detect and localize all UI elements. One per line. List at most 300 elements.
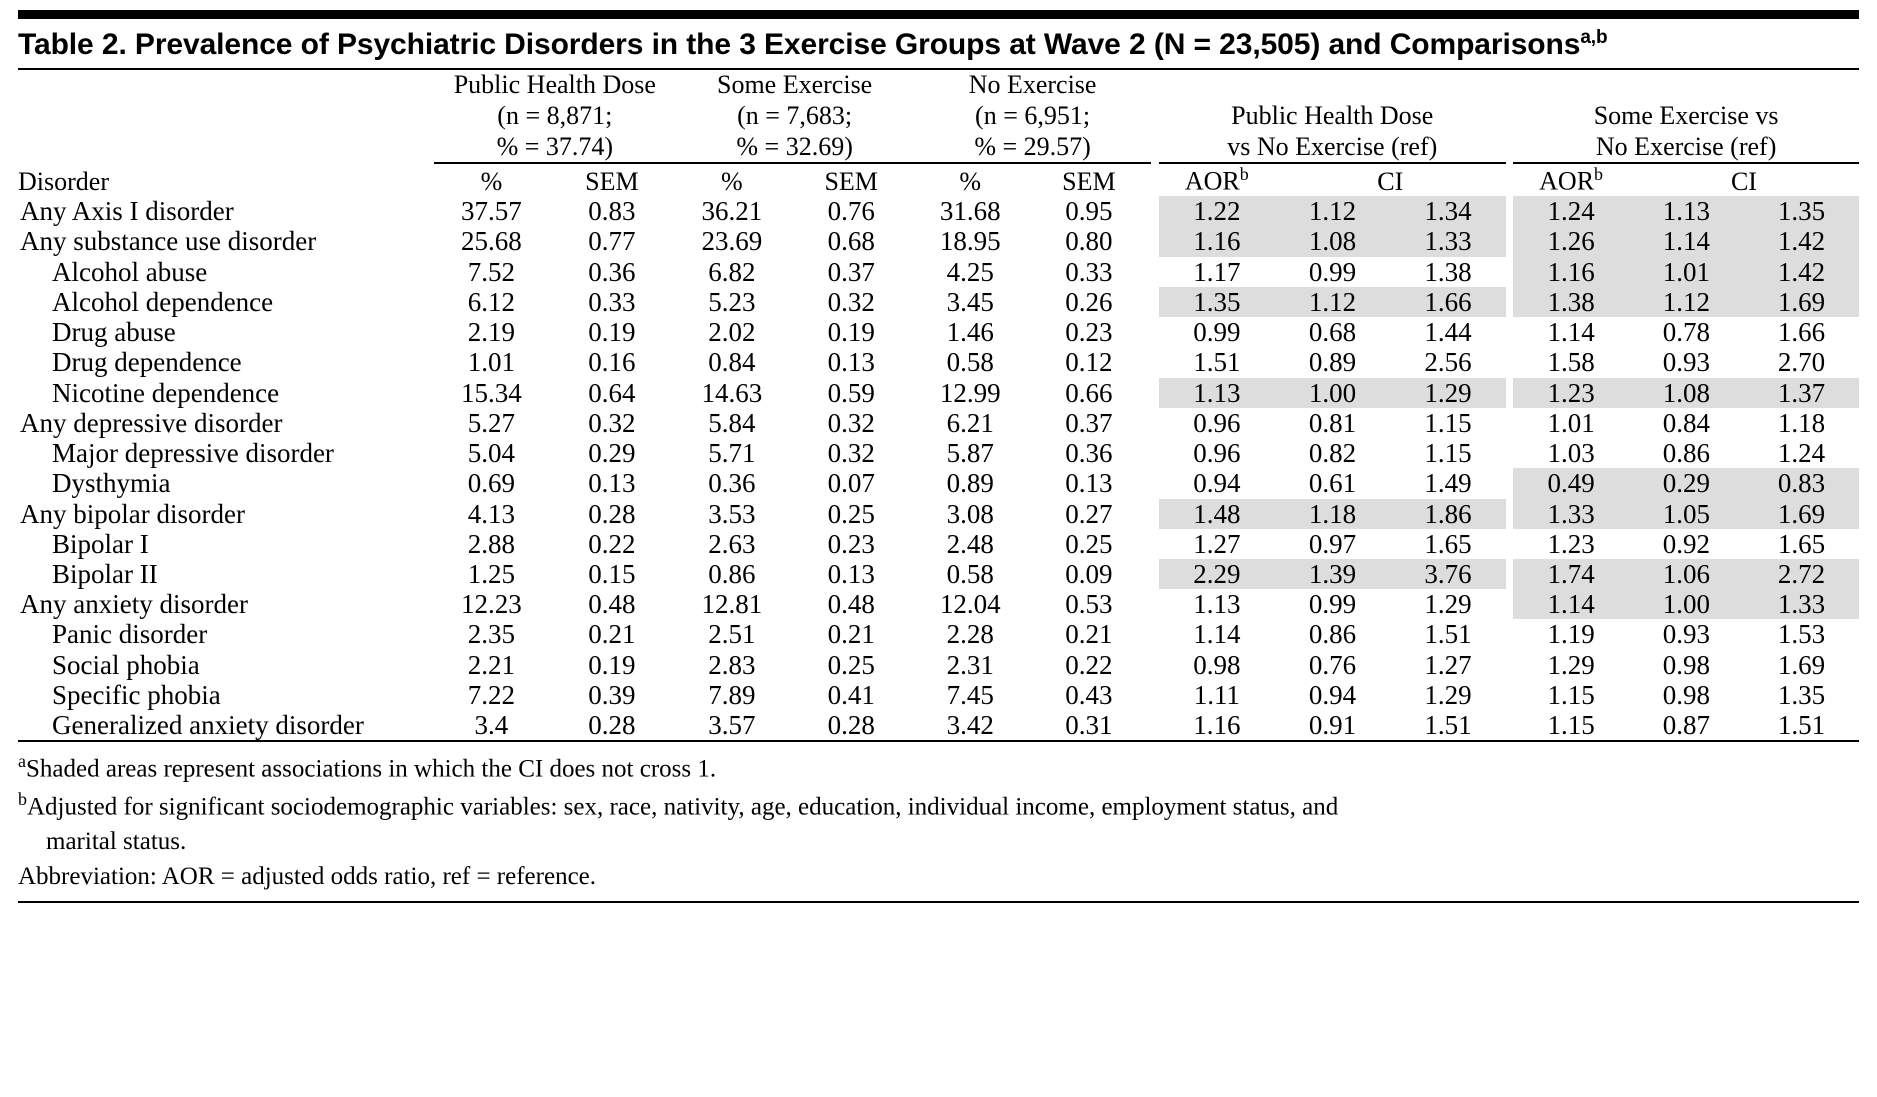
- cell-c1-ci-high: 1.29: [1390, 378, 1505, 408]
- cell-no-sem: 0.31: [1065, 710, 1113, 741]
- cell-c1-ci-high: 1.86: [1390, 499, 1505, 529]
- cell-phd-sem: 0.64: [588, 377, 636, 408]
- group-gap-2: [1506, 70, 1514, 163]
- row-label: Any Axis I disorder: [20, 196, 234, 227]
- footnote-a: $^a$Shaded areas represent associations in which the CI does not cross 1.: [18, 751, 717, 783]
- cell-some-pct: 2.51: [708, 619, 756, 650]
- row-label: Drug dependence: [52, 347, 242, 378]
- table-row: [18, 287, 1859, 317]
- cell-gap-2: [1506, 378, 1514, 408]
- cell-c2-ci-high: 1.35: [1744, 196, 1859, 226]
- cell-c1-ci-high: 1.44: [1424, 317, 1472, 348]
- cell-no-pct: 3.42: [946, 710, 994, 741]
- cell-c2-ci-low: 1.05: [1629, 499, 1744, 529]
- cell-c1-ci-high: 1.38: [1424, 256, 1472, 287]
- cell-no-sem: 0.66: [1065, 377, 1113, 408]
- table-row: [18, 468, 1859, 498]
- cell-phd-pct: 25.68: [461, 226, 522, 257]
- cell-c1-ci-low: 1.00: [1275, 378, 1390, 408]
- cell-c1-aor: 1.48: [1159, 499, 1275, 529]
- cell-gap-2: [1506, 226, 1514, 256]
- cell-c1-aor: 1.16: [1193, 710, 1241, 741]
- cell-c1-ci-low: 0.94: [1308, 679, 1357, 710]
- cell-phd-pct: 15.34: [461, 377, 522, 408]
- footnote-b-continued: marital status.: [46, 828, 187, 856]
- cell-no-pct: 0.89: [946, 468, 994, 499]
- cell-gap-1: [1151, 287, 1159, 317]
- cell-c2-aor: 1.16: [1513, 257, 1629, 287]
- cell-c2-ci-low: 1.01: [1629, 257, 1744, 287]
- cell-c1-aor: 0.98: [1193, 649, 1241, 680]
- cell-no-pct: 3.08: [946, 498, 994, 529]
- cell-c1-ci-low: 0.76: [1308, 649, 1357, 680]
- cell-no-sem: 0.25: [1065, 528, 1113, 559]
- cell-some-sem: 0.21: [827, 619, 875, 650]
- cell-gap-2: [1506, 347, 1514, 377]
- cell-phd-pct: 4.13: [467, 498, 516, 529]
- cell-c2-ci-low: 0.98: [1662, 649, 1711, 680]
- cell-c2-aor: 1.23: [1547, 528, 1595, 559]
- cell-c1-ci-high: 1.34: [1390, 196, 1505, 226]
- cell-some-pct: 14.63: [701, 377, 763, 408]
- table-title: [18, 25, 1859, 68]
- cell-no-pct: 1.46: [946, 317, 994, 348]
- cell-c1-aor: 0.96: [1193, 407, 1241, 438]
- cell-phd-sem: 0.48: [588, 589, 636, 620]
- cell-c2-aor: 0.49: [1513, 468, 1629, 498]
- cell-some-pct: 0.36: [708, 468, 756, 499]
- cell-phd-sem: 0.32: [588, 407, 636, 438]
- cell-no-sem: 0.27: [1065, 498, 1113, 529]
- cell-c2-ci-high: 2.70: [1777, 347, 1826, 378]
- cell-c1-ci-low: 0.68: [1308, 317, 1357, 348]
- cell-c2-ci-high: 1.24: [1777, 438, 1826, 469]
- cell-c2-ci-low: 1.14: [1629, 226, 1744, 256]
- table-row: [18, 680, 1859, 710]
- cell-no-pct: 6.21: [946, 407, 994, 438]
- table-body: [18, 196, 1859, 740]
- group-header-no-exercise: No Exercise (n = 6,951; % = 29.57): [914, 70, 1151, 163]
- cell-no-sem: 0.43: [1065, 679, 1113, 710]
- cell-c1-ci-low: 0.89: [1308, 347, 1357, 378]
- cell-some-sem: 0.25: [827, 498, 875, 529]
- cell-no-pct: 4.25: [946, 256, 994, 287]
- cell-c1-ci-low: 0.99: [1308, 256, 1357, 287]
- table-row: [18, 559, 1859, 589]
- cell-gap-1: [1151, 347, 1159, 377]
- cell-gap-2: [1506, 619, 1514, 649]
- cell-c2-ci-low: 0.87: [1662, 710, 1711, 741]
- cell-no-sem: 0.13: [1065, 468, 1113, 499]
- cell-c1-ci-high: 2.56: [1424, 347, 1472, 378]
- cell-c1-ci-high: 1.33: [1390, 226, 1505, 256]
- table-row: [18, 499, 1859, 529]
- cell-c1-aor: 1.14: [1193, 619, 1241, 650]
- cell-c1-ci-low: 0.99: [1308, 589, 1357, 620]
- cell-phd-sem: 0.39: [588, 679, 636, 710]
- row-label: Nicotine dependence: [52, 377, 280, 408]
- footnote-abbreviation: Abbreviation: AOR = adjusted odds ratio, ref = reference.: [18, 862, 597, 890]
- table-row: [18, 196, 1859, 226]
- cell-no-pct: 2.31: [946, 649, 994, 680]
- cell-c2-ci-low: 0.93: [1662, 347, 1711, 378]
- table-row: [18, 619, 1859, 649]
- cell-phd-sem: 0.13: [588, 468, 636, 499]
- cell-gap-1: [1151, 559, 1159, 589]
- cell-no-sem: 0.80: [1065, 226, 1113, 257]
- cell-some-pct: 2.83: [708, 649, 756, 680]
- cell-c1-aor: 1.27: [1193, 528, 1241, 559]
- cell-phd-pct: 2.88: [467, 528, 516, 559]
- row-label: Any bipolar disorder: [20, 498, 245, 529]
- cell-c1-ci-high: 1.29: [1424, 679, 1472, 710]
- cell-c1-aor: 1.35: [1159, 287, 1275, 317]
- table-row: [18, 650, 1859, 680]
- cell-some-pct: 0.84: [708, 347, 756, 378]
- cell-some-pct: 2.63: [708, 528, 756, 559]
- cell-c2-ci-low: 0.84: [1662, 407, 1711, 438]
- cell-c1-ci-low: 0.91: [1308, 710, 1357, 741]
- cell-c2-aor: 1.15: [1547, 679, 1595, 710]
- cell-c2-aor: 1.58: [1547, 347, 1595, 378]
- cell-no-sem: 0.95: [1065, 196, 1113, 227]
- cell-c2-ci-low: 1.00: [1629, 589, 1744, 619]
- cell-gap-2: [1506, 196, 1514, 226]
- cell-c2-ci-low: 0.86: [1662, 438, 1711, 469]
- cell-some-sem: 0.68: [827, 226, 875, 257]
- cell-c2-ci-high: 1.42: [1744, 257, 1859, 287]
- cell-c1-aor: 1.51: [1193, 347, 1241, 378]
- cell-gap-2: [1506, 559, 1514, 589]
- cell-c1-aor: 1.11: [1193, 679, 1240, 710]
- row-label: Generalized anxiety disorder: [52, 710, 364, 741]
- cell-gap-1: [1151, 529, 1159, 559]
- row-label: Panic disorder: [52, 619, 208, 650]
- cell-c2-ci-high: 1.37: [1744, 378, 1859, 408]
- cell-no-pct: 2.28: [946, 619, 994, 650]
- cell-gap-1: [1151, 257, 1159, 287]
- cell-some-sem: 0.23: [827, 528, 875, 559]
- cell-no-pct: 31.68: [939, 196, 1001, 227]
- footnote-b: $^b$Adjusted for significant sociodemographic variables: sex, race, nativity, age, education, individual income, employment status, and: [18, 789, 1339, 821]
- table-row: [18, 317, 1859, 347]
- cell-gap-2: [1506, 257, 1514, 287]
- row-label: Bipolar I: [52, 528, 149, 559]
- cell-c2-ci-high: 1.18: [1777, 407, 1826, 438]
- cell-phd-pct: 1.25: [467, 558, 516, 589]
- cell-c2-aor: 1.74: [1513, 559, 1629, 589]
- table-row: [18, 347, 1859, 377]
- cell-c1-ci-high: 1.15: [1424, 407, 1472, 438]
- cell-phd-pct: 2.35: [467, 619, 516, 650]
- cell-c1-ci-high: 1.27: [1424, 649, 1472, 680]
- row-label: Major depressive disorder: [52, 438, 334, 469]
- cell-gap-1: [1151, 378, 1159, 408]
- column-header-no-pct: %: [959, 167, 982, 197]
- cell-c2-ci-low: 1.13: [1629, 196, 1744, 226]
- cell-gap-1: [1151, 680, 1159, 710]
- cell-c2-ci-low: 0.92: [1662, 528, 1711, 559]
- cell-phd-pct: 7.22: [467, 679, 516, 710]
- group-header-phd-vs-no-exercise: Public Health Dose vs No Exercise (ref): [1159, 70, 1506, 163]
- cell-gap-2: [1506, 468, 1514, 498]
- cell-c2-aor: 1.23: [1513, 378, 1629, 408]
- cell-no-pct: 12.04: [939, 589, 1001, 620]
- column-header-c2-ci: CI: [1730, 167, 1757, 197]
- column-header-gap-2: [1506, 163, 1514, 196]
- cell-phd-sem: 0.77: [588, 226, 636, 257]
- row-label: Bipolar II: [52, 558, 158, 589]
- cell-some-sem: 0.19: [827, 317, 875, 348]
- cell-c2-aor: 1.26: [1513, 226, 1629, 256]
- cell-c1-aor: 0.94: [1193, 468, 1241, 499]
- top-rule: [18, 10, 1859, 19]
- cell-gap-2: [1506, 287, 1514, 317]
- cell-some-pct: 7.89: [708, 679, 756, 710]
- group-header-row: [18, 70, 1859, 163]
- cell-c2-ci-high: 1.53: [1777, 619, 1826, 650]
- cell-some-pct: 23.69: [701, 226, 763, 257]
- column-header-phd-sem: SEM: [585, 167, 639, 197]
- cell-c2-aor: 1.33: [1513, 499, 1629, 529]
- cell-c2-ci-high: 1.66: [1777, 317, 1826, 348]
- cell-phd-pct: 5.27: [467, 407, 516, 438]
- bottom-rule: [18, 901, 1859, 903]
- cell-phd-sem: 0.36: [588, 256, 636, 287]
- cell-phd-pct: 2.21: [467, 649, 516, 680]
- cell-gap-1: [1151, 499, 1159, 529]
- cell-no-sem: 0.36: [1065, 438, 1113, 469]
- group-header-public-health-dose: Public Health Dose (n = 8,871; % = 37.74): [434, 70, 675, 163]
- cell-c1-ci-high: 1.15: [1424, 438, 1472, 469]
- cell-some-pct: 5.71: [708, 438, 756, 469]
- row-label: Any substance use disorder: [20, 226, 317, 257]
- column-header-c2-aor: AOR$^b$: [1539, 164, 1604, 197]
- group-header-some-vs-no-exercise: Some Exercise vs No Exercise (ref): [1513, 70, 1859, 163]
- table-title-text: Table 2. Prevalence of Psychiatric Disorders in the 3 Exercise Groups at Wave 2 (N = 23,505) and Comparisons: [18, 28, 1581, 61]
- cell-some-sem: 0.13: [827, 558, 875, 589]
- cell-c2-ci-low: 0.98: [1662, 679, 1711, 710]
- cell-c2-aor: 1.29: [1547, 649, 1595, 680]
- table-row: [18, 378, 1859, 408]
- cell-some-pct: 6.82: [708, 256, 756, 287]
- cell-c1-aor: 0.96: [1193, 438, 1241, 469]
- cell-no-sem: 0.09: [1065, 558, 1113, 589]
- cell-c1-ci-low: 0.82: [1308, 438, 1357, 469]
- cell-no-pct: 2.48: [946, 528, 994, 559]
- cell-c1-ci-low: 0.86: [1308, 619, 1357, 650]
- column-header-disorder: Disorder: [18, 167, 109, 197]
- cell-c1-aor: 1.13: [1193, 589, 1241, 620]
- cell-phd-sem: 0.21: [588, 619, 636, 650]
- cell-gap-1: [1151, 468, 1159, 498]
- cell-c2-ci-low: 1.06: [1629, 559, 1744, 589]
- table-header: [18, 70, 1859, 196]
- cell-gap-2: [1506, 680, 1514, 710]
- table-row: [18, 257, 1859, 287]
- cell-c1-ci-low: 1.39: [1275, 559, 1390, 589]
- cell-gap-2: [1506, 317, 1514, 347]
- row-label: Any anxiety disorder: [20, 589, 248, 620]
- row-label: Specific phobia: [52, 679, 221, 710]
- column-header-row: [18, 163, 1859, 196]
- cell-gap-2: [1506, 438, 1514, 468]
- cell-phd-sem: 0.33: [588, 286, 636, 317]
- cell-c2-ci-high: 1.51: [1777, 710, 1826, 741]
- cell-some-pct: 3.53: [708, 498, 756, 529]
- cell-c2-ci-high: 1.69: [1777, 649, 1826, 680]
- table-row: [18, 438, 1859, 468]
- column-header-c1-ci: CI: [1377, 167, 1404, 197]
- table-row: [18, 529, 1859, 559]
- table-row: [18, 408, 1859, 438]
- cell-c2-ci-high: 1.42: [1744, 226, 1859, 256]
- cell-phd-sem: 0.16: [588, 347, 636, 378]
- cell-no-sem: 0.37: [1065, 407, 1113, 438]
- cell-some-sem: 0.32: [827, 286, 875, 317]
- cell-no-sem: 0.22: [1065, 649, 1113, 680]
- cell-c1-ci-low: 1.18: [1275, 499, 1390, 529]
- cell-c2-ci-high: 2.72: [1744, 559, 1859, 589]
- cell-some-sem: 0.59: [827, 377, 875, 408]
- cell-c2-ci-low: 1.08: [1629, 378, 1744, 408]
- cell-gap-1: [1151, 226, 1159, 256]
- cell-c2-ci-high: 0.83: [1744, 468, 1859, 498]
- cell-some-pct: 5.23: [708, 286, 756, 317]
- cell-some-sem: 0.25: [827, 649, 875, 680]
- cell-gap-2: [1506, 710, 1514, 740]
- cell-some-sem: 0.41: [827, 679, 875, 710]
- cell-phd-sem: 0.19: [588, 317, 636, 348]
- cell-no-sem: 0.53: [1065, 589, 1113, 620]
- cell-c1-ci-low: 0.97: [1308, 528, 1357, 559]
- cell-gap-1: [1151, 589, 1159, 619]
- cell-some-pct: 2.02: [708, 317, 756, 348]
- row-label: Any depressive disorder: [20, 407, 283, 438]
- cell-c2-aor: 1.03: [1547, 438, 1595, 469]
- cell-c1-aor: 1.16: [1159, 226, 1275, 256]
- cell-some-sem: 0.28: [827, 710, 875, 741]
- cell-gap-1: [1151, 196, 1159, 226]
- table-row: [18, 226, 1859, 256]
- column-header-phd-pct: %: [480, 167, 503, 197]
- cell-c2-aor: 1.15: [1547, 710, 1595, 741]
- cell-no-pct: 0.58: [946, 347, 994, 378]
- table-row: [18, 710, 1859, 740]
- cell-phd-pct: 2.19: [467, 317, 516, 348]
- cell-some-sem: 0.32: [827, 438, 875, 469]
- cell-c1-aor: 1.17: [1193, 256, 1241, 287]
- cell-c1-ci-high: 1.51: [1424, 619, 1472, 650]
- cell-no-pct: 3.45: [946, 286, 994, 317]
- cell-gap-1: [1151, 619, 1159, 649]
- column-header-no-sem: SEM: [1062, 167, 1116, 197]
- cell-some-sem: 0.32: [827, 407, 875, 438]
- cell-phd-sem: 0.29: [588, 438, 636, 469]
- cell-some-sem: 0.07: [827, 468, 875, 499]
- cell-c2-aor: 1.01: [1547, 407, 1595, 438]
- cell-phd-sem: 0.15: [588, 558, 636, 589]
- cell-phd-sem: 0.22: [588, 528, 636, 559]
- cell-c1-ci-low: 1.12: [1275, 287, 1390, 317]
- cell-some-sem: 0.13: [827, 347, 875, 378]
- cell-some-sem: 0.48: [827, 589, 875, 620]
- cell-c2-ci-low: 1.12: [1629, 287, 1744, 317]
- cell-c1-ci-low: 0.81: [1308, 407, 1357, 438]
- cell-c1-ci-low: 0.61: [1308, 468, 1357, 499]
- group-header-spacer: [18, 70, 434, 163]
- cell-c1-aor: 2.29: [1159, 559, 1275, 589]
- cell-c2-ci-high: 1.35: [1777, 679, 1826, 710]
- cell-gap-2: [1506, 499, 1514, 529]
- cell-c2-aor: 1.24: [1513, 196, 1629, 226]
- cell-c2-ci-low: 0.29: [1629, 468, 1744, 498]
- row-label: Alcohol abuse: [52, 256, 208, 287]
- cell-c2-ci-low: 0.78: [1662, 317, 1711, 348]
- row-label: Alcohol dependence: [52, 286, 274, 317]
- cell-c1-ci-high: 1.66: [1390, 287, 1505, 317]
- cell-gap-1: [1151, 408, 1159, 438]
- column-header-some-sem: SEM: [824, 167, 878, 197]
- cell-c1-ci-low: 1.12: [1275, 196, 1390, 226]
- cell-some-sem: 0.76: [827, 196, 875, 227]
- cell-c2-ci-high: 1.33: [1744, 589, 1859, 619]
- cell-no-pct: 5.87: [946, 438, 994, 469]
- column-header-some-pct: %: [721, 167, 743, 197]
- cell-no-sem: 0.12: [1065, 347, 1113, 378]
- cell-gap-1: [1151, 317, 1159, 347]
- cell-gap-2: [1506, 408, 1514, 438]
- cell-c2-ci-high: 1.65: [1777, 528, 1826, 559]
- cell-no-pct: 0.58: [946, 558, 994, 589]
- cell-phd-pct: 6.12: [467, 286, 516, 317]
- cell-c2-aor: 1.14: [1513, 589, 1629, 619]
- cell-c2-aor: 1.38: [1513, 287, 1629, 317]
- cell-c1-ci-high: 1.51: [1424, 710, 1472, 741]
- cell-c2-ci-high: 1.69: [1744, 499, 1859, 529]
- cell-phd-sem: 0.28: [588, 710, 636, 741]
- row-label: Drug abuse: [52, 317, 176, 348]
- cell-c2-aor: 1.19: [1547, 619, 1595, 650]
- cell-some-pct: 0.86: [708, 558, 756, 589]
- cell-c2-ci-low: 0.93: [1662, 619, 1711, 650]
- cell-c1-aor: 0.99: [1193, 317, 1241, 348]
- group-header-some-exercise: Some Exercise (n = 7,683; % = 32.69): [675, 70, 914, 163]
- footnotes: [18, 742, 1859, 893]
- cell-phd-pct: 7.52: [467, 256, 516, 287]
- cell-phd-sem: 0.19: [588, 649, 636, 680]
- cell-phd-pct: 12.23: [461, 589, 522, 620]
- cell-phd-sem: 0.83: [588, 196, 636, 227]
- cell-gap-2: [1506, 650, 1514, 680]
- cell-c1-ci-high: 3.76: [1390, 559, 1505, 589]
- cell-gap-2: [1506, 589, 1514, 619]
- cell-no-pct: 18.95: [939, 226, 1001, 257]
- cell-some-pct: 5.84: [708, 407, 756, 438]
- prevalence-table: [18, 70, 1859, 740]
- cell-gap-1: [1151, 650, 1159, 680]
- cell-some-pct: 12.81: [701, 589, 763, 620]
- cell-no-pct: 7.45: [946, 679, 994, 710]
- cell-some-pct: 3.57: [708, 710, 756, 741]
- table-title-footnote-marker: a,b: [1580, 27, 1608, 48]
- row-label: Dysthymia: [52, 468, 171, 499]
- cell-no-sem: 0.33: [1065, 256, 1113, 287]
- column-header-c1-aor: AOR$^b$: [1184, 164, 1249, 197]
- cell-c1-aor: 1.22: [1159, 196, 1275, 226]
- cell-c1-aor: 1.13: [1159, 378, 1275, 408]
- table-row: [18, 589, 1859, 619]
